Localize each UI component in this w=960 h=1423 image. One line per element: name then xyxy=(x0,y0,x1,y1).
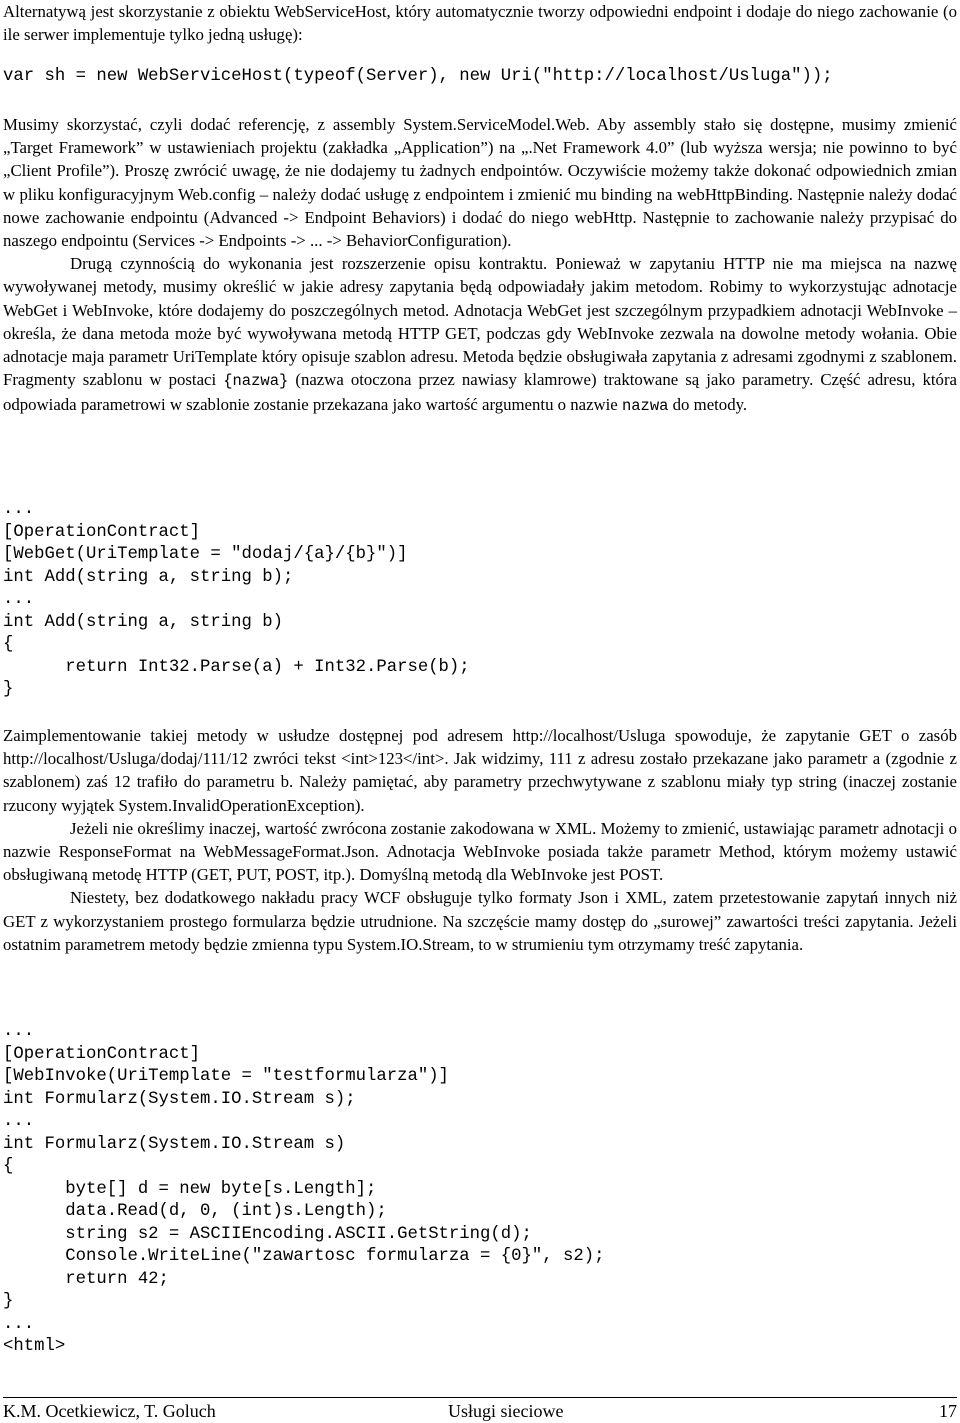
code-block-webget: ... [OperationContract] [WebGet(UriTemplate = "dodaj/{a}/{b}")] int Add(string a, string b); ... int Add(string a, string b) { return Int32.Parse(a) + Int32.Parse(b); } xyxy=(3,500,470,699)
configuration-paragraph xyxy=(3,113,957,419)
footer-authors: K.M. Ocetkiewicz, T. Goluch xyxy=(3,1401,216,1421)
inline-code-nazwa: nazwa xyxy=(621,397,669,416)
contract-text-middle: (nazwa otoczona przez nawiasy klamrowe) traktowane są jako parametry. Część adresu, która odpowiada parametrowi w szablonie zostanie przekazana jako wartość argumentu o nazwie xyxy=(3,370,957,415)
code-block-webinvoke: ... [OperationContract] [WebInvoke(UriTemplate = "testformularza")] int Formularz(System.IO.Stream s); ... int Formularz(System.IO.Stream s) { byte[] d = new byte[s.Length]; data.Read(d, 0, (int)s.Length); string s2 = ASCIIEncoding.ASCII.GetString(d); Console.WriteLine("zawartosc formularza = {0}", s2); return 42; } ... <html> xyxy=(3,1022,605,1356)
footer-page-number: 17 xyxy=(939,1401,957,1421)
contract-text-start: Drugą czynnością do wykonania jest rozszerzenie opisu kontraktu. Ponieważ w zapytaniu HTTP nie ma miejsca na nazwę wywoływanej metody, musimy określić w jakie adresy zapytania będą odpowiadały jakim metodom. Robimy to wykorzystując adnotacje WebGet i WebInvoke, które dodajemy do poszczególnych metod. Adnotacja WebGet jest szczególnym przypadkiem adnotacji WebInvoke – określa, że dana metoda może być wywoływana metodą HTTP GET, podczas gdy WebInvoke zezwala na dowolne metody wołania. Obie adnotacje maja parametr UriTemplate który opisuje szablon adresu. Metoda będzie obsługiwała zapytania z adresami zgodnymi z szablonem. Fragmenty szablonu w postaci xyxy=(3,254,957,390)
intro-paragraph: Alternatywą jest skorzystanie z obiektu WebServiceHost, który automatycznie tworzy odpowiedni endpoint i dodaje do niego zachowanie (o ile serwer implementuje tylko jedną usługę): xyxy=(3,2,957,45)
inline-code-nazwa-template: {nazwa} xyxy=(223,372,289,391)
contract-text-end: do metody. xyxy=(668,395,748,415)
configuration-text: Musimy skorzystać, czyli dodać referencję, z assembly System.ServiceModel.Web. Aby assembly stało się dostępne, musimy zmienić „Target Framework” w ustawieniach projektu (zakładka „Application”) na „.Net Framework 4.0” (lub wyższa wersja; nie powinno to być „Client Profile”). Proszę zwrócić uwagę, że nie dodajemy tu żadnych endpointów. Oczywiście możemy także dokonać odpowiednich zmian w pliku konfiguracyjnym Web.config – należy dodać usługę z endpointem i zmienić mu binding na webHttpBinding. Następnie należy dodać nowe zachowanie endpointu (Advanced -> Endpoint Behaviors) i dodać do niego webHttp. Następnie to zachowanie należy przypisać do naszego endpointu (Services -> Endpoints -> ... -> BehaviorConfiguration). xyxy=(3,115,957,251)
code-block-webservicehost: var sh = new WebServiceHost(typeof(Server), new Uri("http://localhost/Usluga")); xyxy=(3,67,833,86)
implementation-text-2: Jeżeli nie określimy inaczej, wartość zwrócona zostanie zakodowana w XML. Możemy to zmienić, ustawiając parametr adnotacji o nazwie ResponseFormat na WebMessageFormat.Json. Adnotacja WebInvoke posiada także parametr Method, którym możemy ustawić obsługiwaną metodę HTTP (GET, PUT, POST, itp.). Domyślną metodą dla WebInvoke jest POST. xyxy=(3,818,957,885)
footer-title: Usługi sieciowe xyxy=(448,1401,564,1421)
implementation-text-3: Niestety, bez dodatkowego nakładu pracy WCF obsługuje tylko formaty Json i XML, zatem przetestowanie zapytań innych niż GET z wykorzystaniem prostego formularza będzie utrudnione. Na szczęście mamy dostęp do „surowej” zawartości treści zapytania. Jeżeli ostatnim parametrem metody będzie zmienna typu System.IO.Stream, to w strumieniu tym otrzymamy treść zapytania. xyxy=(3,888,957,954)
page-footer xyxy=(3,1397,957,1422)
implementation-paragraph xyxy=(3,724,957,956)
implementation-text-1: Zaimplementowanie takiej metody w usłudze dostępnej pod adresem http://localhost/Usluga spowoduje, że zapytanie GET o zasób http://localhost/Usluga/dodaj/111/12 zwróci tekst <int>123</int>. Jak widzimy, 111 z adresu zostało przekazane jako parametr a (zgodnie z szablonem) zaś 12 trafiło do parametru b. Należy pamiętać, aby parametry przechwytywane z szablonu miały typ string (inaczej zostanie rzucony wyjątek System.InvalidOperationException). xyxy=(3,726,957,815)
